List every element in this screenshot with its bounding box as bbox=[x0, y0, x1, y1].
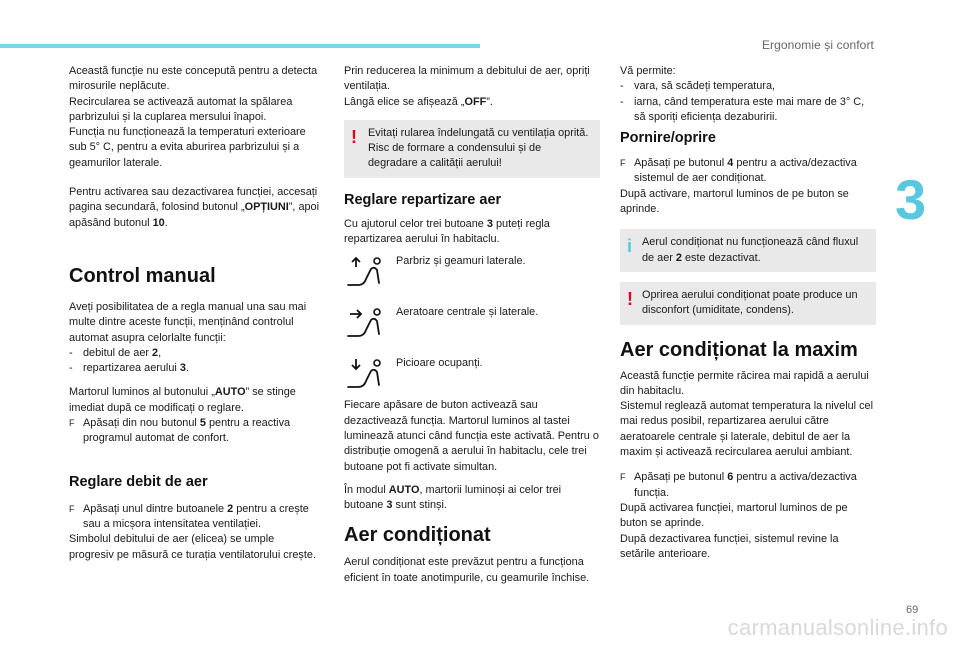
paragraph: Simbolul debitului de aer (elicea) se umple progresiv pe măsură ce turația ventilatorului crește. bbox=[69, 533, 316, 561]
paragraph: Aveți posibilitatea de a regla manual una sau mai multe dintre aceste funcții, menținând controlul automat asupra celorlalte funcții: bbox=[69, 300, 307, 344]
paragraph: Prin reducerea la minimum a debitului de aer, opriți ventilația. bbox=[344, 65, 590, 93]
warning-note: ! Oprirea aerului condiționat poate produce un disconfort (umiditate, condens). bbox=[620, 282, 876, 325]
paragraph: Vă permite: bbox=[620, 65, 676, 77]
vent-label: Parbriz și geamuri laterale. bbox=[396, 255, 526, 268]
info-icon: i bbox=[627, 236, 633, 257]
paragraph: Sistemul reglează automat temperatura la nivelul cel mai redus posibil, repartizarea aerului către aeratoarele centrale și laterale, debitul de aer la maxim și activează recircularea aerului ambiant. bbox=[620, 400, 874, 459]
heading-aer-conditionat-maxim: Aer condiționat la maxim bbox=[620, 338, 858, 361]
foot-vent-row bbox=[344, 356, 600, 396]
paragraph: Martorul luminos al butonului „AUTO” se stinge imediat după ce modificați o reglare. bbox=[69, 386, 296, 414]
bullet-icon: F bbox=[69, 503, 75, 514]
column-3 bbox=[620, 64, 876, 562]
bullet-icon: F bbox=[620, 158, 626, 169]
warning-icon: ! bbox=[351, 126, 357, 147]
chapter-number: 3 bbox=[895, 168, 927, 231]
info-note: i Aerul condiționat nu funcționează când fluxul de aer 2 este dezactivat. bbox=[620, 229, 876, 272]
heading-aer-conditionat: Aer condiționat bbox=[344, 524, 491, 547]
dash-item: - vara, să scădeți temperatura, bbox=[620, 80, 776, 93]
watermark: carmanualsonline.info bbox=[727, 615, 948, 640]
bullet-icon: F bbox=[69, 418, 75, 429]
paragraph: Funcția nu funcționează la temperaturi exterioare sub 5° C, pentru a evita aburirea parbrizului și a geamurilor laterale. bbox=[69, 126, 306, 169]
warning-note: ! Evitați rularea îndelungată cu ventilația oprită. Risc de formare a condensului și de degradare a calității aerului! bbox=[344, 120, 600, 178]
dash-item: - repartizarea aerului 3. bbox=[69, 362, 189, 375]
section-title: Ergonomie și confort bbox=[761, 38, 874, 52]
central-vent-row bbox=[344, 305, 600, 345]
central-airflow-icon bbox=[344, 305, 396, 345]
column-1 bbox=[69, 64, 321, 563]
paragraph: Aerul condiționat este prevăzut pentru a funcționa eficient în toate anotimpurile, cu geamurile închise. bbox=[344, 556, 590, 584]
bullet-item: F Apăsați pe butonul 4 pentru a activa/dezactiva sistemul de aer condiționat. bbox=[620, 156, 876, 187]
footwell-airflow-icon bbox=[344, 356, 396, 396]
vent-label: Picioare ocupanți. bbox=[396, 357, 483, 370]
paragraph: Recircularea se activează automat la spălarea parbrizului și la cuplarea mersului înapoi. bbox=[69, 95, 293, 123]
dash-item: - iarna, când temperatura este mai mare de 3° C, să sporiți eficiența dezaburirii. bbox=[620, 95, 865, 123]
heading-reglare-repartizare: Reglare repartizare aer bbox=[344, 191, 502, 208]
paragraph: După activarea funcției, martorul luminos de pe buton se aprinde. bbox=[620, 501, 848, 530]
paragraph: Această funcție nu este concepută pentru a detecta mirosurile neplăcute. bbox=[69, 65, 318, 93]
paragraph: După dezactivarea funcției, sistemul revine la setările anterioare. bbox=[620, 532, 839, 560]
paragraph: Cu ajutorul celor trei butoane 3 puteți regla repartizarea aerului în habitaclu. bbox=[344, 217, 550, 246]
windshield-vent-row bbox=[344, 254, 600, 294]
bullet-item: F Apăsați unul dintre butoanele 2 pentru a crește sau a micșora intensitatea ventilației. bbox=[69, 502, 321, 533]
paragraph: Pentru activarea sau dezactivarea funcției, accesați pagina secundară, folosind butonul „OPȚIUNI”, apoi apăsând butonul 10. bbox=[69, 186, 320, 229]
heading-control-manual: Control manual bbox=[69, 264, 216, 287]
bullet-item: F Apăsați pe butonul 6 pentru a activa/dezactiva funcția. bbox=[620, 470, 876, 501]
vent-label: Aeratoare centrale și laterale. bbox=[396, 306, 539, 319]
warning-icon: ! bbox=[627, 288, 633, 309]
paragraph: După activare, martorul luminos de pe buton se aprinde. bbox=[620, 187, 849, 216]
page-number: 69 bbox=[906, 604, 919, 616]
heading-pornire-oprire: Pornire/oprire bbox=[620, 130, 716, 147]
dash-item: - debitul de aer 2, bbox=[69, 346, 162, 359]
paragraph: Fiecare apăsare de buton activează sau dezactivează funcția. Martorul luminos al tastei luminează atunci când funcția este activată. Pentru o distribuție omogenă a aerului în habitaclu, cele trei butoane pot fi activate simultan. bbox=[344, 399, 599, 473]
windshield-airflow-icon bbox=[344, 254, 396, 294]
heading-reglare-debit: Reglare debit de aer bbox=[69, 473, 208, 490]
paragraph: Această funcție permite răcirea mai rapidă a aerului din habitaclu. bbox=[620, 369, 869, 397]
header-accent-bar bbox=[0, 44, 480, 48]
bullet-icon: F bbox=[620, 472, 626, 483]
paragraph: Lângă elice se afișează „OFF”. bbox=[344, 95, 493, 108]
column-2 bbox=[344, 64, 600, 586]
paragraph: În modul AUTO, martorii luminoși ai celor trei butoane 3 sunt stinși. bbox=[344, 483, 562, 512]
bullet-item: F Apăsați din nou butonul 5 pentru a reactiva programul automat de confort. bbox=[69, 416, 321, 447]
